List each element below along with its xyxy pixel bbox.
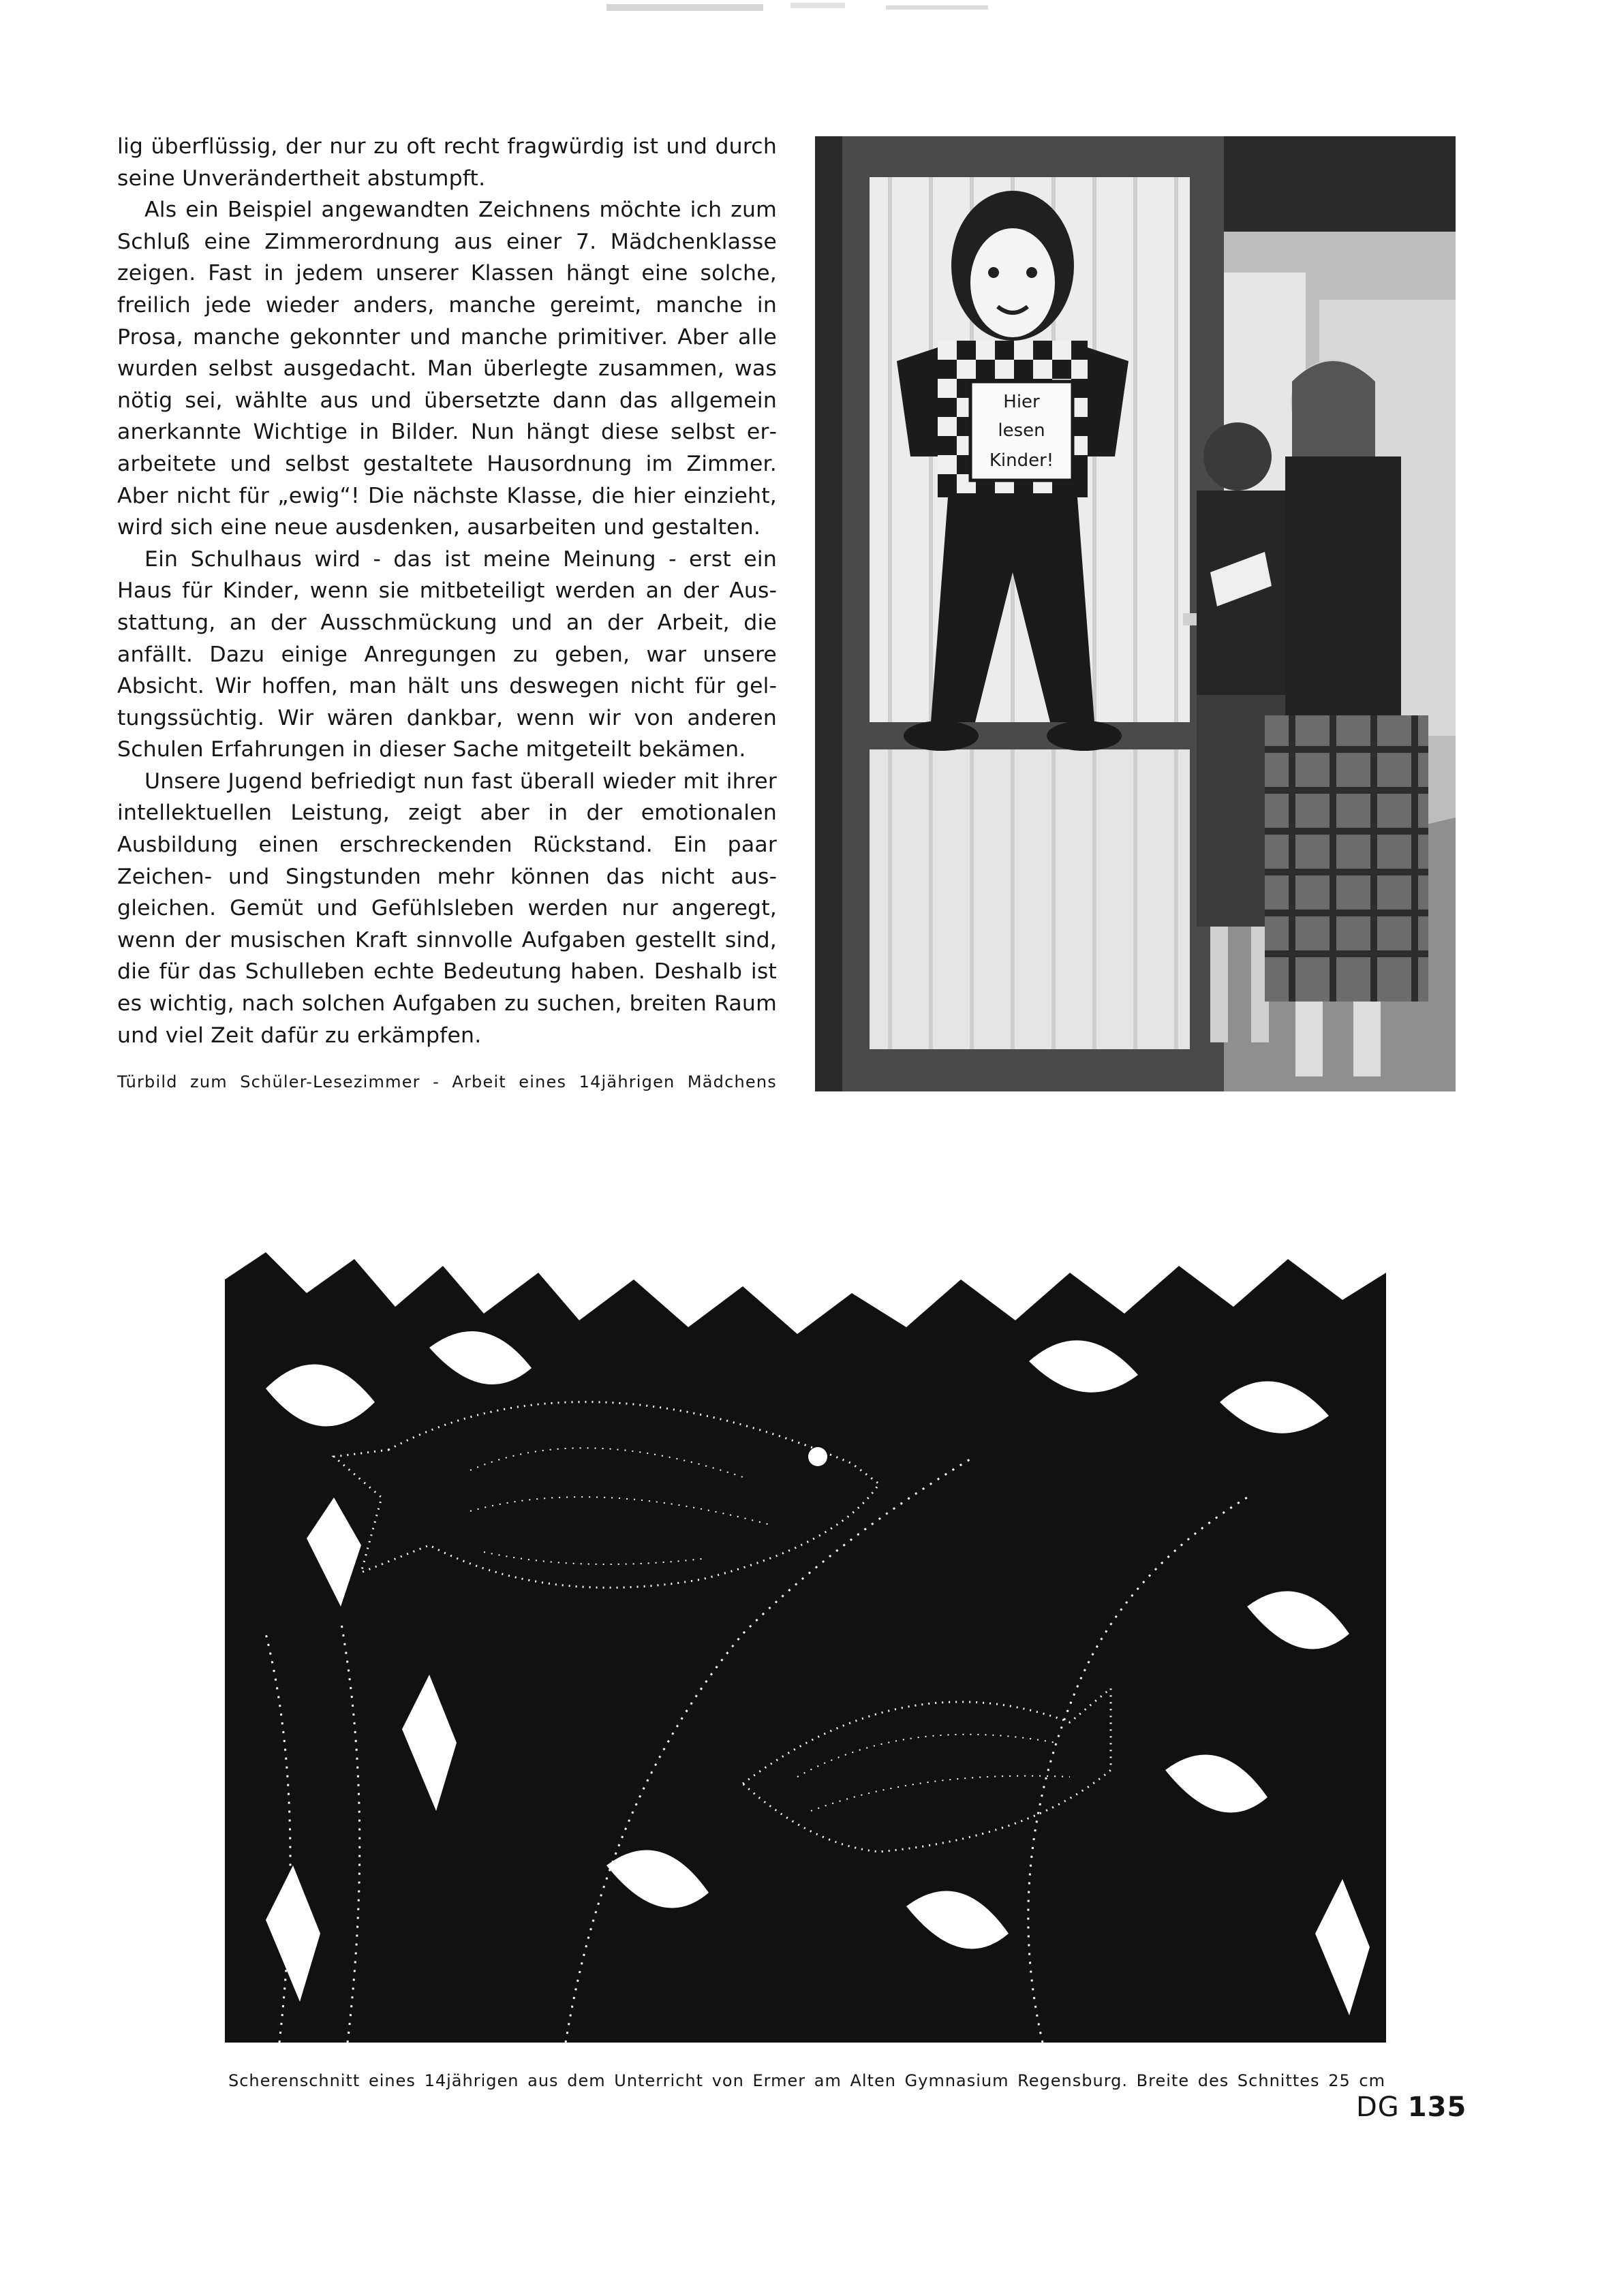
body-paragraph-1: lig überflüssig, der nur zu oft recht fragwürdig ist und durch seine Unverändertheit abstumpft. [117,134,777,191]
sign-line-1: Hier [1003,392,1040,412]
page-number: 135 [1407,2092,1467,2123]
papercut-caption: Scherenschnitt eines 14jährigen aus dem Unterricht von Ermer am Alten Gymnasium Regensburg. Breite des Schnittes 25 cm [228,2071,1385,2090]
article-body [117,131,777,1051]
scan-smudge [600,0,1022,18]
body-paragraph-2: Als ein Beispiel angewandten Zeichnens möchte ich zum Schluß eine Zimmerordnung aus einer 7. Mädchenklasse zeigen. Fast in jedem unserer Klassen hängt eine solche, freilich jede wieder anders, manche gereimt, manche in Prosa, manche gekonnter und manche primitiver. Aber alle wurden selbst ausgedacht. Man überlegte zusammen, was nötig sei, wählte aus und übersetzte dann das allgemein anerkannte Wichtige in Bilder. Nun hängt diese selbst erarbeitete und selbst gestaltete Hausordnung im Zimmer. Aber nicht für „ewig“! Die nächste Klasse, die hier einzieht, wird sich eine neue ausdenken, ausarbeiten und gestalten. [117,198,777,540]
sign-line-2: lesen [998,420,1045,441]
page-folio [1356,2092,1466,2123]
door-photo [815,136,1456,1091]
sign-line-3: Kinder! [989,450,1054,471]
body-paragraph-3: Ein Schulhaus wird - das ist meine Meinung - erst ein Haus für Kinder, wenn sie mitbeteiligt werden an der Ausstattung, an der Ausschmückung und an der Arbeit, die anfällt. Dazu einige Anregungen zu geben, war unsere Absicht. Wir hoffen, man hält uns deswegen nicht für geltungssüchtig. Wir wären dankbar, wenn wir von anderen Schulen Erfahrungen in dieser Sache mitgeteilt bekämen. [117,546,777,762]
journal-abbreviation: DG [1356,2092,1400,2123]
papercut-image [225,1252,1386,2043]
body-paragraph-4: Unsere Jugend befriedigt nun fast überall wieder mit ihrer intellektuellen Leistung, zeigt aber in der emotionalen Ausbildung einen erschreckenden Rückstand. Ein paar Zeichen- und Singstunden mehr können das nicht ausgleichen. Gemüt und Gefühlsleben werden nur angeregt, wenn der musischen Kraft sinnvolle Aufgaben gestellt sind, die für das Schulleben echte Bedeutung haben. Deshalb ist es wichtig, nach solchen Aufgaben zu suchen, breiten Raum und viel Zeit dafür zu erkämpfen. [117,769,777,1048]
photo-caption: Türbild zum Schüler-Lesezimmer - Arbeit eines 14jährigen Mädchens [117,1072,777,1091]
